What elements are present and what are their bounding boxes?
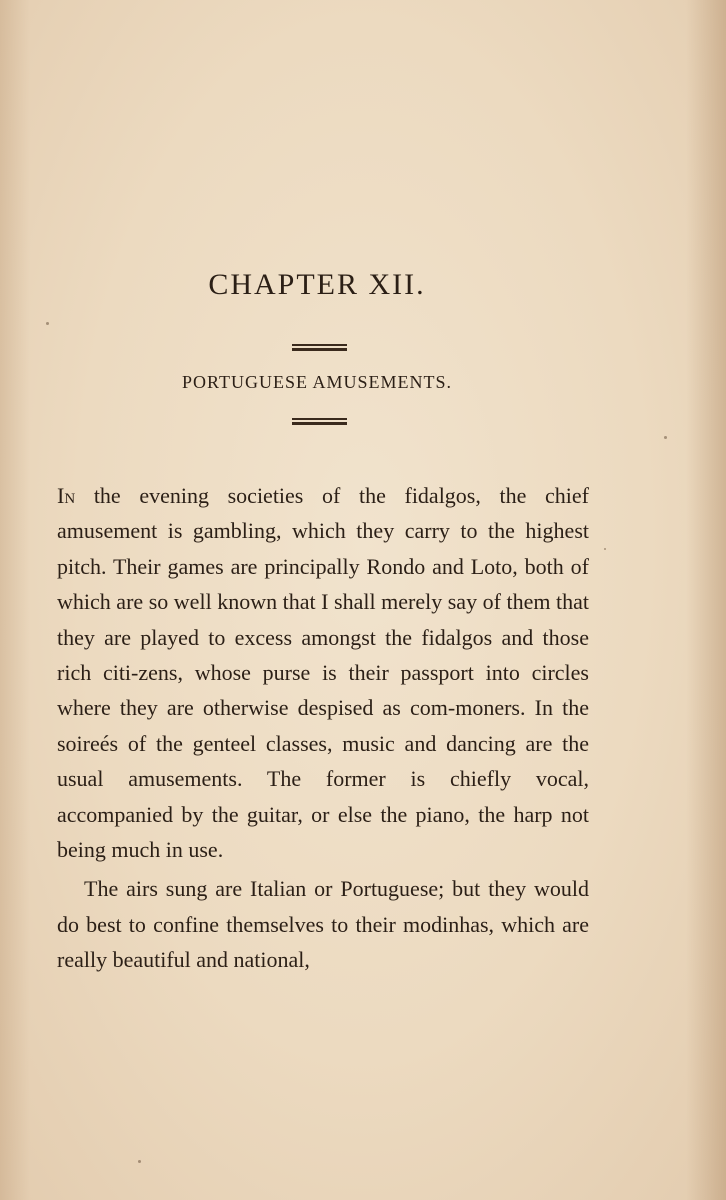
ornamental-rule-top <box>292 344 347 351</box>
paper-speck <box>46 322 49 325</box>
paragraph-2: The airs sung are Italian or Portuguese; but they would do best to confine themselves to their modinhas, which are really beautiful and national, <box>57 876 589 973</box>
body-text <box>57 478 589 978</box>
ornamental-rule-bottom <box>292 418 347 425</box>
page-edge-shadow-left <box>0 0 30 1200</box>
paper-speck <box>138 1160 141 1163</box>
page-edge-shadow <box>686 0 726 1200</box>
paper-speck <box>664 436 667 439</box>
paper-speck <box>604 548 606 550</box>
paragraph-1 <box>57 478 589 867</box>
section-title: PORTUGUESE AMUSEMENTS. <box>182 372 452 392</box>
paragraph-1-text: the evening societies of the fidalgos, the chief amusement is gambling, which they carry to the highest pitch. Their games are principally Rondo and Loto, both of which are so well known that I shall merely say of them that they are played to excess amongst the fidalgos and those rich citi-zens, whose purse is their passport into circles where they are otherwise despised as com-moners. In the soireés of the genteel classes, music and dancing are the usual amusements. The former is chiefly vocal, accompanied by the guitar, or else the piano, the harp not being much in use. <box>57 483 589 863</box>
paragraph-1-opening: In <box>57 483 76 508</box>
chapter-title: CHAPTER XII. <box>208 268 426 302</box>
